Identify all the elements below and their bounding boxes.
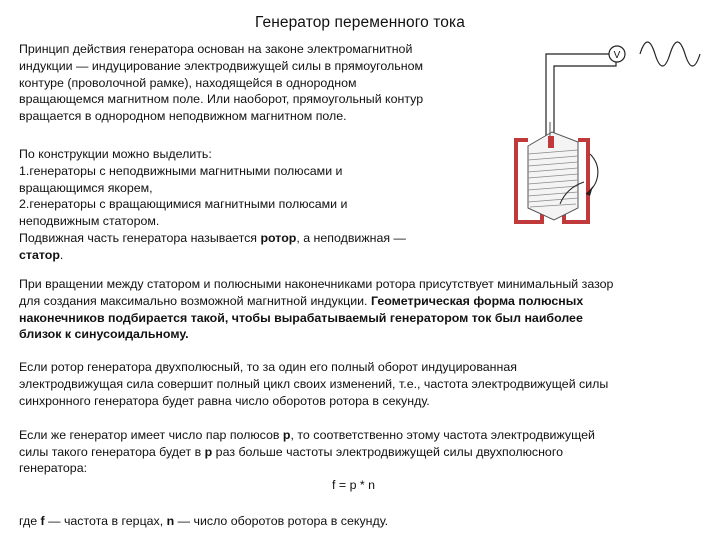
wire-right	[554, 62, 616, 136]
page-title: Генератор переменного тока	[255, 14, 465, 31]
bipolar-line: Если ротор генератора двухполюсный, то за один его полный оборот индуцированная	[19, 360, 517, 374]
pairs-text: Если же генератор имеет число пар полюсов	[19, 428, 283, 442]
stator-period: .	[59, 247, 64, 262]
sine-wave-icon	[640, 42, 700, 66]
generator-illustration	[490, 36, 706, 234]
voltmeter-icon	[609, 46, 625, 62]
gap-line-text: для создания максимально возможной магнитной индукции.	[19, 293, 371, 308]
intro-line: индукции — индуцирование электродвижущей силы в прямоугольном	[19, 58, 423, 73]
voltmeter-label: V	[613, 50, 621, 61]
stator-line	[19, 247, 406, 264]
formula-legend	[19, 513, 388, 530]
f-symbol: f	[40, 514, 45, 528]
pairs-line: генератора:	[19, 460, 88, 475]
moving-part-text: Подвижная часть генератора называется	[19, 230, 261, 245]
bipolar-line: электродвижущая сила совершит полный цикл своих изменений, т.е., частота электродвижущей силы	[19, 376, 609, 391]
intro-line: контуре (проволочной рамке), находящейся в однородном	[19, 75, 357, 90]
gap-bold-line	[19, 326, 613, 343]
construction-item-1-cont: вращающимся якорем,	[19, 180, 153, 195]
construction-item-2: 2.генераторы с вращающимися магнитными полюсами и	[19, 197, 348, 212]
bipolar-paragraph	[19, 359, 608, 409]
gap-bold-text: Геометрическая форма полюсных	[370, 293, 584, 308]
n-symbol: n	[166, 514, 175, 528]
legend-text: — число оборотов ротора в секунду.	[174, 514, 389, 528]
intro-line: вращается в однородном неподвижном магнитном поле.	[19, 109, 347, 124]
stator-term: статор	[19, 247, 60, 262]
gap-bold-line	[19, 310, 613, 327]
moving-part-text-2: , а неподвижная —	[296, 230, 406, 245]
pairs-line	[19, 427, 595, 444]
armature-coil	[528, 122, 578, 220]
intro-paragraph	[19, 41, 423, 125]
construction-item-2-cont: неподвижным статором.	[19, 214, 160, 229]
moving-part-sentence	[19, 230, 406, 247]
bipolar-line: синхронного генератора будет равна число оборотов ротора в секунду.	[19, 393, 430, 408]
legend-text: где	[19, 514, 41, 528]
gap-paragraph	[19, 276, 613, 343]
pairs-text: раз больше частоты электродвижущей силы двухполюсного	[212, 444, 563, 459]
construction-item-1: 1.генераторы с неподвижными магнитными полюсами и	[19, 163, 343, 178]
gap-bold-text: близок к синусоидальному.	[19, 327, 189, 342]
p-symbol: p	[282, 428, 291, 442]
gap-line: При вращении между статором и полюсными наконечниками ротора присутствует минимальный зазор	[19, 277, 614, 291]
intro-line: вращающемся магнитном поле. Или наоборот, прямоугольный контур	[19, 92, 424, 107]
voltmeter-wires	[546, 54, 616, 136]
construction-paragraph	[19, 146, 406, 264]
p-symbol: p	[204, 444, 213, 459]
pairs-text: , то соответственно этому частота электродвижущей	[290, 428, 595, 442]
construction-heading: По конструкции можно выделить:	[19, 147, 212, 161]
intro-line: Принцип действия генератора основан на законе электромагнитной	[19, 42, 413, 56]
pole-pairs-paragraph	[19, 427, 595, 475]
rotor-term: ротор	[260, 230, 297, 245]
pairs-line	[19, 444, 595, 461]
gap-line	[19, 293, 613, 310]
legend-text: — частота в герцах,	[44, 514, 167, 528]
pairs-text: силы такого генератора будет в	[19, 444, 205, 459]
gap-bold-text: наконечников подбирается такой, чтобы вырабатываемый генератором ток был наиболее	[19, 310, 583, 325]
formula: f = p * n	[332, 478, 376, 492]
